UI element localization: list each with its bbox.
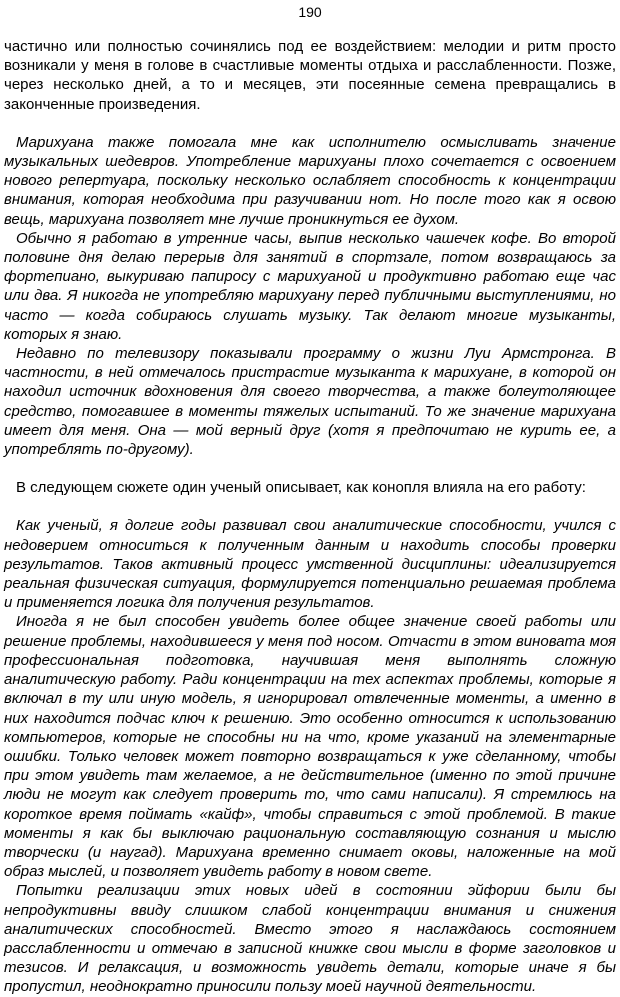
intro-paragraph: В следующем сюжете один ученый описывает, как конопля влияла на его работу:	[16, 479, 586, 497]
page-number: 190	[298, 4, 322, 20]
scientist-paragraph-1: Как ученый, я долгие годы развивал свои аналитические способности, учился с недоверием относиться к полученным данным и находить способы проверки результатов. Таков активный процесс умственной дисциплины: идеализируется реальная физическая ситуация, формулируется потенциально решаемая проблема и применяется логика для получения результатов.	[4, 517, 616, 612]
scientist-paragraph-2: Иногда я не был способен увидеть более общее значение своей работы или решение проблемы, находившееся у меня под носом. Отчасти в этом виновата моя профессиональная подготовка, научившая меня выполнять сложную аналитическую работу. Ради концентрации на тех аспектах проблемы, которые я включал в ту или иную модель, я игнорировал отвлеченные моменты, а именно в них находится подчас ключ к решению. Это особенно относится к использованию компьютеров, которые не способны ни на что, кроме указаний на элементарные ошибки. Только человек может повторно возвращаться к уже сделанному, чтобы при этом увидеть там желаемое, а не действительное (именно по этой причине люди не могут как следует проверить то, что сами написали). Я стремлюсь на короткое время поймать «кайф», чтобы справиться с этой проблемой. В такие моменты я как бы выключаю рациональную составляющую сознания и мыслю творчески (и наугад). Марихуана временно снимает оковы, наложенные на мой образ мыслей, и позволяет увидеть работу в новом свете.	[4, 613, 616, 881]
quote-paragraph-3: Недавно по телевизору показывали программу о жизни Луи Армстронга. В частности, в ней отмечалось пристрастие музыканта к марихуане, в которой он находил источник вдохновения для своего творчества, а также болеутоляющее средство, помогавшее в моменты тяжелых испытаний. То же значение марихуана имеет для меня. Она — мой верный друг (хотя я предпочитаю не курить ее, а употреблять по-другому).	[4, 345, 616, 459]
scientist-paragraph-3: Попытки реализации этих новых идей в состоянии эйфории были бы непродуктивны ввиду слишком слабой концентрации внимания и снижения аналитических способностей. Вместо этого я наслаждаюсь состоянием расслабленности и отмечаю в записной книжке свои мысли в форме заголовков и тезисов. И релаксация, и возможность увидеть детали, которые иначе я бы пропустил, неоднократно приносили пользу моей научной деятельности.	[4, 882, 616, 996]
quote-paragraph-1: Марихуана также помогала мне как исполнителю осмысливать значение музыкальных шедевров. Употребление марихуаны плохо сочетается с освоением нового репертуара, поскольку несколько ослабляет способность к концентрации внимания, которая необходима при разучивании нот. Но после того как я освою вещь, марихуана позволяет мне лучше проникнуться ее духом.	[4, 133, 616, 228]
quote-paragraph-2: Обычно я работаю в утренние часы, выпив несколько чашечек кофе. Во второй половине дня делаю перерыв для занятий в спортзале, потом возвращаюсь за фортепиано, выкуриваю папиросу с марихуаной и продуктивно работаю еще час или два. Я никогда не употребляю марихуану перед публичными выступлениями, но часто — когда собираюсь слушать музыку. Так делают многие музыканты, которых я знаю.	[4, 229, 616, 343]
paragraph-continuation: частично или полностью сочинялись под ее воздействием: мелодии и ритм просто возникали у меня в голове в счастливые моменты отдыха и расслабленности. Позже, через несколько дней, а то и месяцев, эти посеянные семена превращались в законченные произведения.	[4, 38, 616, 113]
page-body	[4, 37, 616, 997]
